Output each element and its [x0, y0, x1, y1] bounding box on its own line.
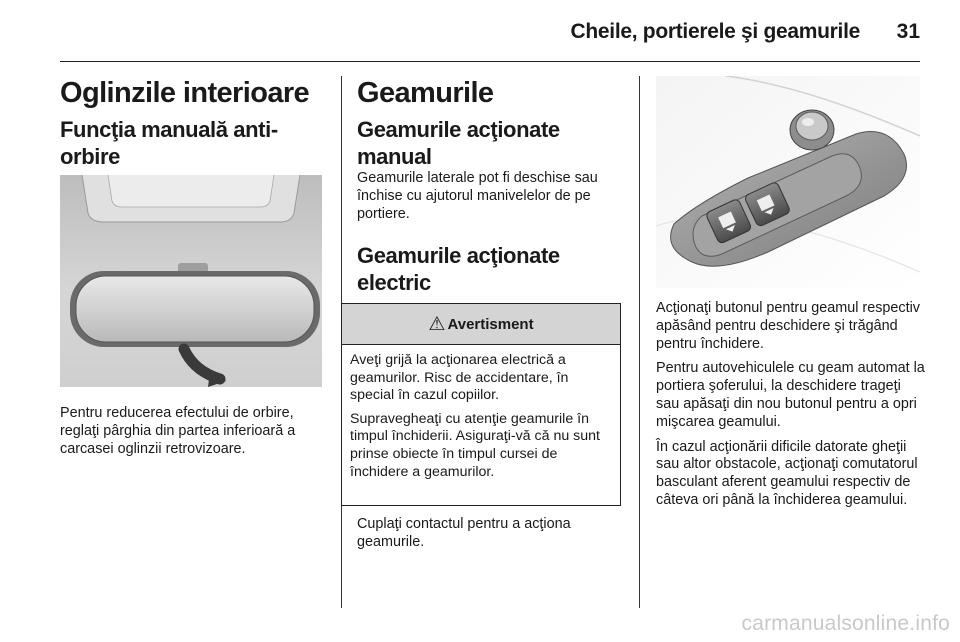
page-header-title: Cheile, portierele şi geamurile [570, 20, 860, 43]
warning-triangle-icon: ⚠ [428, 313, 446, 335]
window-operation-text [656, 300, 926, 517]
warning-body [342, 345, 620, 481]
watermark-text: carmanualsonline.info [741, 612, 950, 635]
ignition-paragraph: Cuplaţi contactul pentru a acţiona geamurile. [357, 516, 571, 550]
warning-box [341, 303, 621, 506]
mirror-paragraph: Pentru reducerea efectului de orbire, reglaţi pârghia din partea inferioară a carcasei oglinzii retrovizoare. [60, 405, 296, 457]
warning-paragraph-2: Supravegheaţi cu atenţie geamurile în timpul închiderii. Asiguraţi-vă că nu sunt prinse obiecte în timpul cursei de închidere a geamurilor. [350, 410, 600, 480]
page-number: 31 [896, 20, 920, 43]
rearview-mirror-illustration [60, 175, 322, 387]
subheading-manual-windows: Geamurile acţionate manual [357, 117, 560, 169]
subheading-anti-glare: Funcţia manuală anti-orbire [60, 117, 278, 169]
rearview-mirror-icon [60, 175, 322, 387]
window-switch-panel-illustration [656, 76, 920, 288]
warning-paragraph-1: Aveţi grijă la acţionarea electrică a geamurilor. Risc de accidentare, în special în cazul copiilor. [350, 352, 569, 404]
column-divider-right [639, 76, 640, 608]
warning-title: Avertisment [447, 315, 534, 333]
section-heading-mirrors: Oglinzile interioare [60, 77, 310, 109]
manual-windows-text [357, 170, 627, 230]
window-switch-panel-icon [656, 76, 920, 288]
header-divider [60, 61, 920, 62]
mirror-instructions [60, 405, 328, 465]
window-paragraph-3: În cazul acţionării dificile datorate gheţii sau altor obstacole, acţionaţi comutatorul basculant aferent geamului respectiv de câteva ori până la închiderea geamului. [656, 438, 918, 508]
ignition-text [357, 516, 619, 559]
window-paragraph-1: Acţionaţi butonul pentru geamul respectiv apăsând pentru deschidere şi trăgând pentru închidere. [656, 300, 920, 352]
manual-windows-paragraph: Geamurile laterale pot fi deschise sau închise cu ajutorul manivelelor de pe portiere. [357, 170, 598, 222]
window-paragraph-2: Pentru autovehiculele cu geam automat la portiera şoferului, la deschidere trageţi sau apăsaţi din nou butonul pentru a opri mişcarea geamului. [656, 360, 925, 430]
warning-header [342, 304, 620, 345]
subheading-electric-windows: Geamurile acţionate electric [357, 243, 560, 295]
section-heading-windows: Geamurile [357, 77, 494, 109]
